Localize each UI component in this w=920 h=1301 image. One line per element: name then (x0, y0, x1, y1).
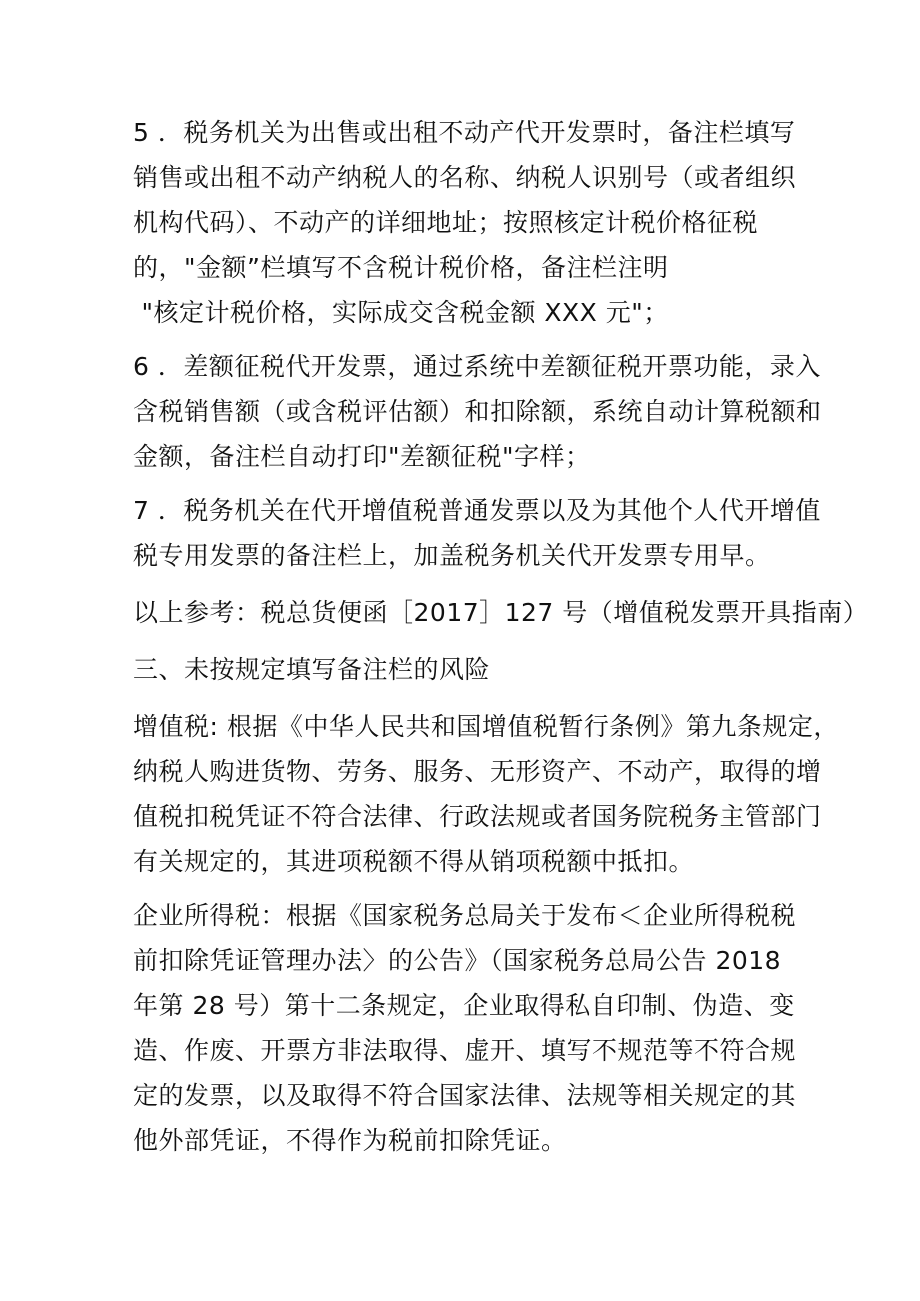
text-line: 销售或出租不动产纳税人的名称、纳税人识别号（或者组织 (133, 163, 797, 192)
text-line: 增值税: 根据《中华人民共和国增值税暂行条例》第九条规定， (133, 712, 839, 741)
text-line: 6 ．差额征税代开发票，通过系统中差额征税开票功能，录入 (133, 352, 821, 381)
section-heading: 三、未按规定填写备注栏的风险 (133, 655, 491, 684)
text-line: 机构代码）、不动产的详细地址；按照核定计税价格征税 (133, 208, 759, 237)
text-line: 含税销售额（或含税评估额）和扣除额，系统自动计算税额和 (133, 397, 822, 426)
text-line: 前扣除凭证管理办法〉的公告》（国家税务总局公告 2018 (133, 946, 782, 975)
text-line: "核定计税价格，实际成交含税金额 XXX 元"； (133, 298, 669, 327)
text-line: 造、作废、开票方非法取得、虚开、填写不规范等不符合规 (133, 1036, 797, 1065)
text-line: 有关规定的，其进项税额不得从销项税额中抵扣。 (133, 847, 695, 876)
text-line: 企业所得税：根据《国家税务总局关于发布＜企业所得税税 (133, 901, 797, 930)
text-line: 他外部凭证，不得作为税前扣除凭证。 (133, 1126, 567, 1155)
reference-note: 以上参考：税总货便函［2017］127 号（增值税发票开具指南） (133, 598, 869, 627)
text-line: 年第 28 号）第十二条规定，企业取得私自印制、伪造、变 (133, 991, 795, 1020)
text-line: 税专用发票的备注栏上，加盖税务机关代开发票专用早。 (133, 541, 771, 570)
text-line: 7 ．税务机关在代开增值税普通发票以及为其他个人代开增值 (133, 496, 821, 525)
text-line: 的，"金额”栏填写不含税计税价格，备注栏注明 (133, 253, 669, 282)
text-line: 纳税人购进货物、劳务、服务、无形资产、不动产，取得的增 (133, 757, 822, 786)
text-line: 金额，备注栏自动打印"差额征税"字样； (133, 442, 591, 471)
text-line: 定的发票，以及取得不符合国家法律、法规等相关规定的其 (133, 1081, 797, 1110)
text-line: 5 ．税务机关为出售或出租不动产代开发票时，备注栏填写 (133, 118, 796, 147)
text-line: 值税扣税凭证不符合法律、行政法规或者国务院税务主管部门 (133, 802, 822, 831)
